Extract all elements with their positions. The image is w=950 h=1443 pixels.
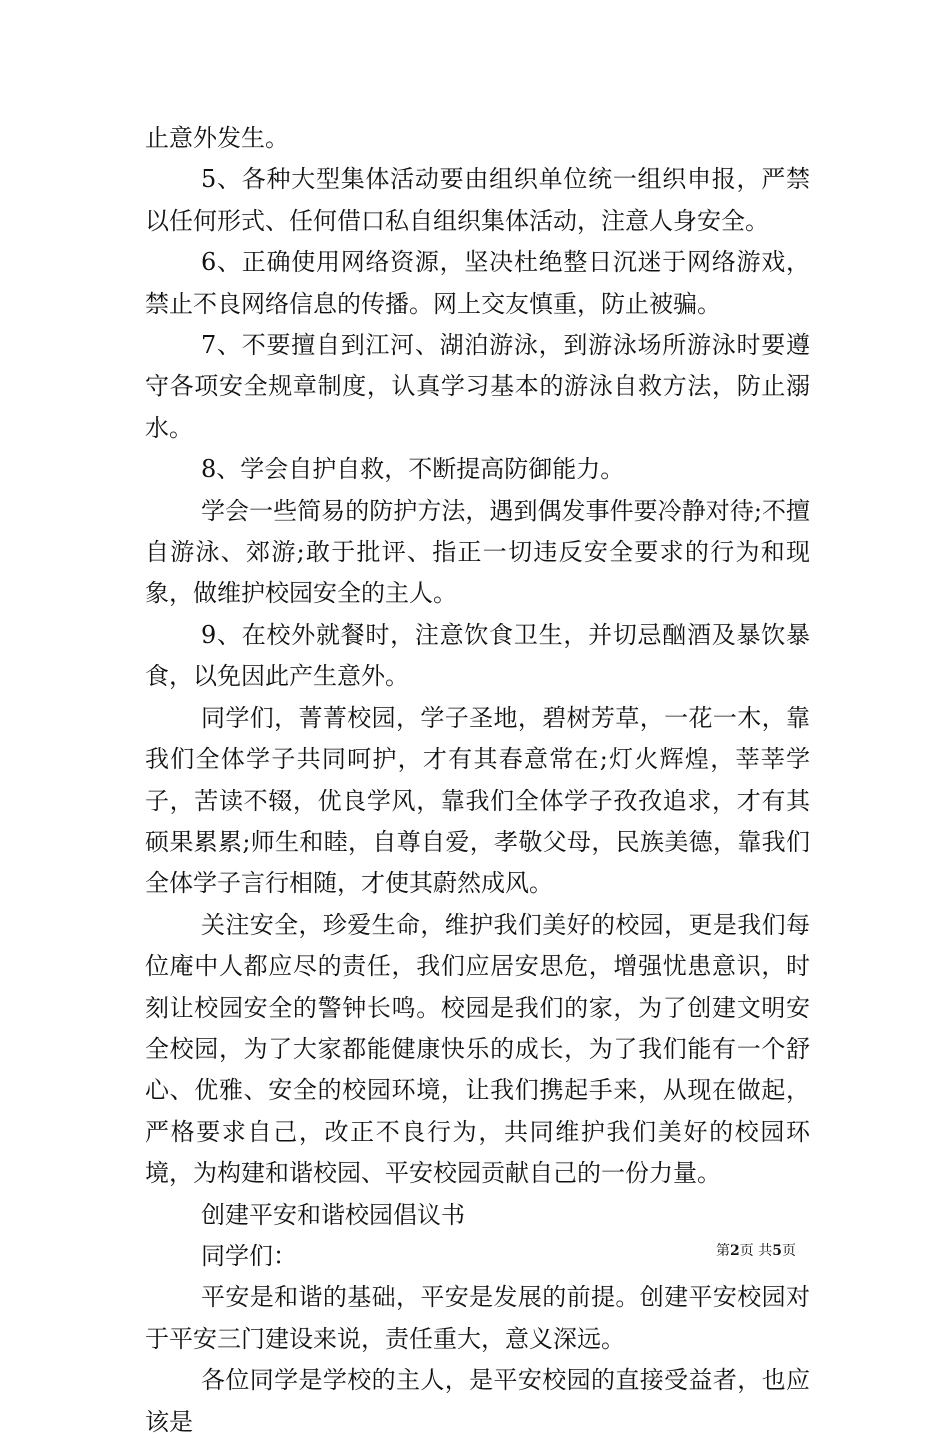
paragraph: 关注安全，珍爱生命，维护我们美好的校园，更是我们每位庵中人都应尽的责任，我们应居安思危，增强忧患意识，时刻让校园安全的警钟长鸣。校园是我们的家，为了创建文明安全校园，为了大家都能健康快乐的成长，为了我们能有一个舒心、优雅、安全的校园环境，让我们携起手来，从现在做起，严格要求自己，改正不良行为，共同维护我们美好的校园环境，为构建和谐校园、平安校园贡献自己的一份力量。 bbox=[145, 910, 810, 1188]
paragraph: 7、不要擅自到江河、湖泊游泳，到游泳场所游泳时要遵守各项安全规章制度，认真学习基本的游泳自救方法，防止溺水。 bbox=[145, 331, 810, 442]
paragraph: 平安是和谐的基础，平安是发展的前提。创建平安校园对于平安三门建设来说，责任重大，意义深远。 bbox=[145, 1283, 810, 1353]
paragraph: 8、学会自护自救，不断提高防御能力。 bbox=[201, 455, 625, 484]
paragraph: 5、各种大型集体活动要由组织单位统一组织申报，严禁以任何形式、任何借口私自组织集体活动，注意人身安全。 bbox=[145, 165, 810, 235]
footer-suffix: 页 bbox=[781, 1243, 796, 1259]
footer-prefix: 第 bbox=[716, 1243, 730, 1259]
salutation: 同学们： bbox=[201, 1241, 297, 1270]
current-page-number: 2 bbox=[730, 1243, 740, 1259]
paragraph: 9、在校外就餐时，注意饮食卫生，并切忌酗酒及暴饮暴食，以免因此产生意外。 bbox=[145, 620, 810, 691]
page-number-footer bbox=[716, 1242, 796, 1260]
paragraph: 各位同学是学校的主人，是平安校园的直接受益者，也应该是 bbox=[145, 1366, 810, 1436]
document-body bbox=[145, 118, 810, 1443]
section-heading: 创建平安和谐校园倡议书 bbox=[201, 1200, 465, 1229]
paragraph: 6、正确使用网络资源，坚决杜绝整日沉迷于网络游戏，禁止不良网络信息的传播。网上交友慎重，防止被骗。 bbox=[145, 248, 810, 318]
paragraph: 止意外发生。 bbox=[145, 124, 289, 152]
paragraph: 同学们，菁菁校园，学子圣地，碧树芳草，一花一木，靠我们全体学子共同呵护，才有其春意常在;灯火辉煌，莘莘学子，苦读不辍，优良学风，靠我们全体学子孜孜追求，才有其硕果累累;师生和睦，自尊自爱，孝敬父母，民族美德，靠我们全体学子言行相随，才使其蔚然成风。 bbox=[145, 703, 810, 898]
paragraph: 学会一些简易的防护方法，遇到偶发事件要冷静对待;不擅自游泳、郊游;敢于批评、指正一切违反安全要求的行为和现象，做维护校园安全的主人。 bbox=[145, 496, 810, 608]
footer-middle: 页 共 bbox=[739, 1243, 773, 1259]
total-pages-number: 5 bbox=[772, 1243, 782, 1259]
